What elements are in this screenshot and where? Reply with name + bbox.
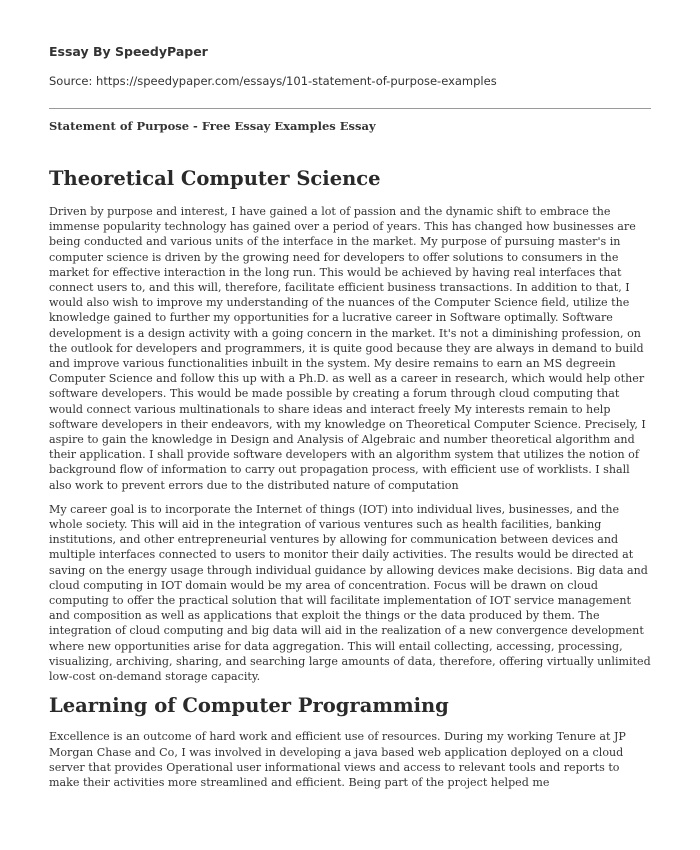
paragraph: Excellence is an outcome of hard work and efficient use of resources. During my working Tenure at JP Morgan Chase and Co, I was involved in developing a java based web application deployed on a cloud server that provides Operational user informational views and access to relevant tools and reports to make their activities more streamlined and efficient. Being part of the project helped me — [49, 730, 626, 789]
section-heading: Learning of Computer Programming — [49, 694, 449, 718]
brand-label: Essay By SpeedyPaper — [49, 44, 208, 59]
section-heading: Theoretical Computer Science — [49, 167, 381, 190]
essay-body — [49, 166, 651, 799]
document-title: Statement of Purpose - Free Essay Examples Essay — [49, 119, 376, 133]
source-line: Source: https://speedypaper.com/essays/101-statement-of-purpose-examples — [49, 74, 497, 88]
paragraph: Driven by purpose and interest, I have gained a lot of passion and the dynamic shift to embrace the immense popularity technology has gained over a period of years. This has changed how businesses are being conducted and various units of the interface in the market. My purpose of pursuing master's in computer science is driven by the growing need for developers to offer solutions to consumers in the market for effective interaction in the long run. This would be achieved by having real interfaces that connect users to, and this will, therefore, facilitate efficient business transactions. In addition to that, I would also wish to improve my understanding of the nuances of the Computer Science field, utilize the knowledge gained to further my opportunities for a lucrative career in Software optimally. Software development is a design activity with a going concern in the market. It's not a diminishing profession, on the outlook for developers and programmers, it is quite good because they are always in demand to build and improve various functionalities inbuilt in the system. My desire remains to earn an MS degreein Computer Science and follow this up with a Ph.D. as well as a career in research, which would help other software developers. This would be made possible by creating a forum through cloud computing that would connect various multinationals to share ideas and interact freely My interests remain to help software developers in their endeavors, with my knowledge on Theoretical Computer Science. Precisely, I aspire to gain the knowledge in Design and Analysis of Algebraic and number theoretical algorithm and their application. I shall provide software developers with an algorithm system that utilizes the notion of background flow of information to carry out propagation process, with efficient use of worklists. I shall also work to prevent errors due to the distributed nature of computation — [49, 205, 646, 492]
paragraph: My career goal is to incorporate the Internet of things (IOT) into individual lives, businesses, and the whole society. This will aid in the integration of various ventures such as health facilities, banking institutions, and other entrepreneurial ventures by allowing for communication between devices and multiple interfaces connected to users to monitor their daily activities. The results would be directed at saving on the energy usage through individual guidance by allowing devices make decisions. Big data and cloud computing in IOT domain would be my area of concentration. Focus will be drawn on cloud computing to offer the practical solution that will facilitate implementation of IOT service management and composition as well as applications that exploit the things or the data produced by them. The integration of cloud computing and big data will aid in the realization of a new convergence development where new opportunities arise for data aggregation. This will entail collecting, accessing, processing, visualizing, archiving, sharing, and searching large amounts of data, therefore, offering virtually unlimited low-cost on-demand storage capacity. — [49, 502, 651, 684]
header-divider — [49, 108, 651, 109]
